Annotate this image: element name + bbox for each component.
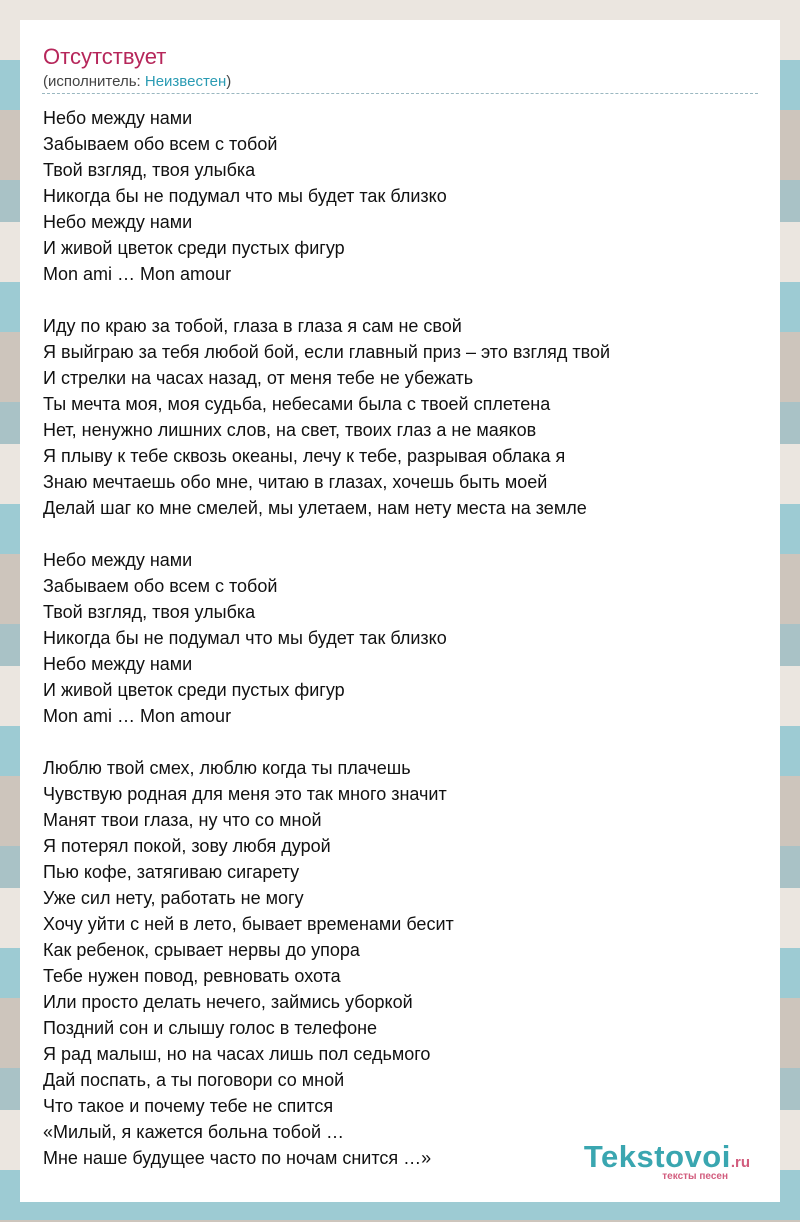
- site-logo[interactable]: [584, 1141, 750, 1182]
- stanza-break: [43, 729, 763, 755]
- lyric-line: Небо между нами: [43, 550, 193, 570]
- lyric-line: Ты мечта моя, моя судьба, небесами была с твоей сплетена: [43, 394, 551, 414]
- lyric-line: Mon ami … Mon amour: [43, 264, 232, 284]
- lyric-line: И живой цветок среди пустых фигур: [43, 238, 345, 258]
- divider: [42, 93, 758, 94]
- lyric-line: «Милый, я кажется больна тобой …: [43, 1122, 345, 1142]
- lyric-line: Твой взгляд, твоя улыбка: [43, 602, 256, 622]
- lyric-line: Я потерял покой, зову любя дурой: [43, 836, 331, 856]
- lyric-line: Что такое и почему тебе не спится: [43, 1096, 334, 1116]
- lyric-line: Как ребенок, срывает нервы до упора: [43, 940, 360, 960]
- artist-prefix: (исполнитель:: [43, 73, 145, 90]
- artist-line: [43, 73, 231, 91]
- lyric-line: Небо между нами: [43, 212, 193, 232]
- lyric-line: И стрелки на часах назад, от меня тебе не убежать: [43, 368, 474, 388]
- lyric-line: Тебе нужен повод, ревновать охота: [43, 966, 341, 986]
- lyric-line: Делай шаг ко мне смелей, мы улетаем, нам нету места на земле: [43, 498, 587, 518]
- lyric-line: Твой взгляд, твоя улыбка: [43, 160, 256, 180]
- lyric-line: Небо между нами: [43, 108, 193, 128]
- lyric-line: Нет, ненужно лишних слов, на свет, твоих глаз а не маяков: [43, 420, 537, 440]
- logo-tld: .ru: [730, 1154, 750, 1171]
- lyric-line: Пью кофе, затягиваю сигарету: [43, 862, 300, 882]
- lyric-line: Мне наше будущее часто по ночам снится …»: [43, 1148, 432, 1168]
- lyrics-card: [20, 20, 780, 1202]
- logo-brand: Tekstovoi: [583, 1139, 731, 1174]
- lyric-line: Уже сил нету, работать не могу: [43, 888, 304, 908]
- lyric-line: Чувствую родная для меня это так много значит: [43, 784, 447, 804]
- lyric-line: Хочу уйти с ней в лето, бывает временами бесит: [43, 914, 454, 934]
- lyric-line: Поздний сон и слышу голос в телефоне: [43, 1018, 378, 1038]
- song-title: Отсутствует: [43, 44, 167, 69]
- stanza-break: [43, 287, 763, 313]
- lyric-line: Я выйграю за тебя любой бой, если главный приз – это взгляд твой: [43, 342, 611, 362]
- lyric-line: Небо между нами: [43, 654, 193, 674]
- lyric-line: Забываем обо всем с тобой: [43, 134, 278, 154]
- lyrics-text: [43, 105, 763, 1171]
- lyric-line: Люблю твой смех, люблю когда ты плачешь: [43, 758, 411, 778]
- lyric-line: Никогда бы не подумал что мы будет так близко: [43, 186, 447, 206]
- lyric-line: Иду по краю за тобой, глаза в глаза я сам не свой: [43, 316, 462, 336]
- lyric-line: Манят твои глаза, ну что со мной: [43, 810, 322, 830]
- lyric-line: Знаю мечтаешь обо мне, читаю в глазах, хочешь быть моей: [43, 472, 548, 492]
- lyric-line: И живой цветок среди пустых фигур: [43, 680, 345, 700]
- artist-suffix: ): [226, 73, 232, 90]
- stanza-break: [43, 521, 763, 547]
- lyric-line: Забываем обо всем с тобой: [43, 576, 278, 596]
- lyric-line: Я рад малыш, но на часах лишь пол седьмого: [43, 1044, 431, 1064]
- lyric-line: Дай поспать, а ты поговори со мной: [43, 1070, 345, 1090]
- logo-tagline: тексты песен: [662, 1171, 728, 1182]
- lyric-line: Никогда бы не подумал что мы будет так близко: [43, 628, 447, 648]
- lyric-line: Я плыву к тебе сквозь океаны, лечу к тебе, разрывая облака я: [43, 446, 566, 466]
- artist-link[interactable]: Неизвестен: [144, 73, 227, 90]
- lyric-line: Mon ami … Mon amour: [43, 706, 232, 726]
- lyric-line: Или просто делать нечего, займись уборкой: [43, 992, 413, 1012]
